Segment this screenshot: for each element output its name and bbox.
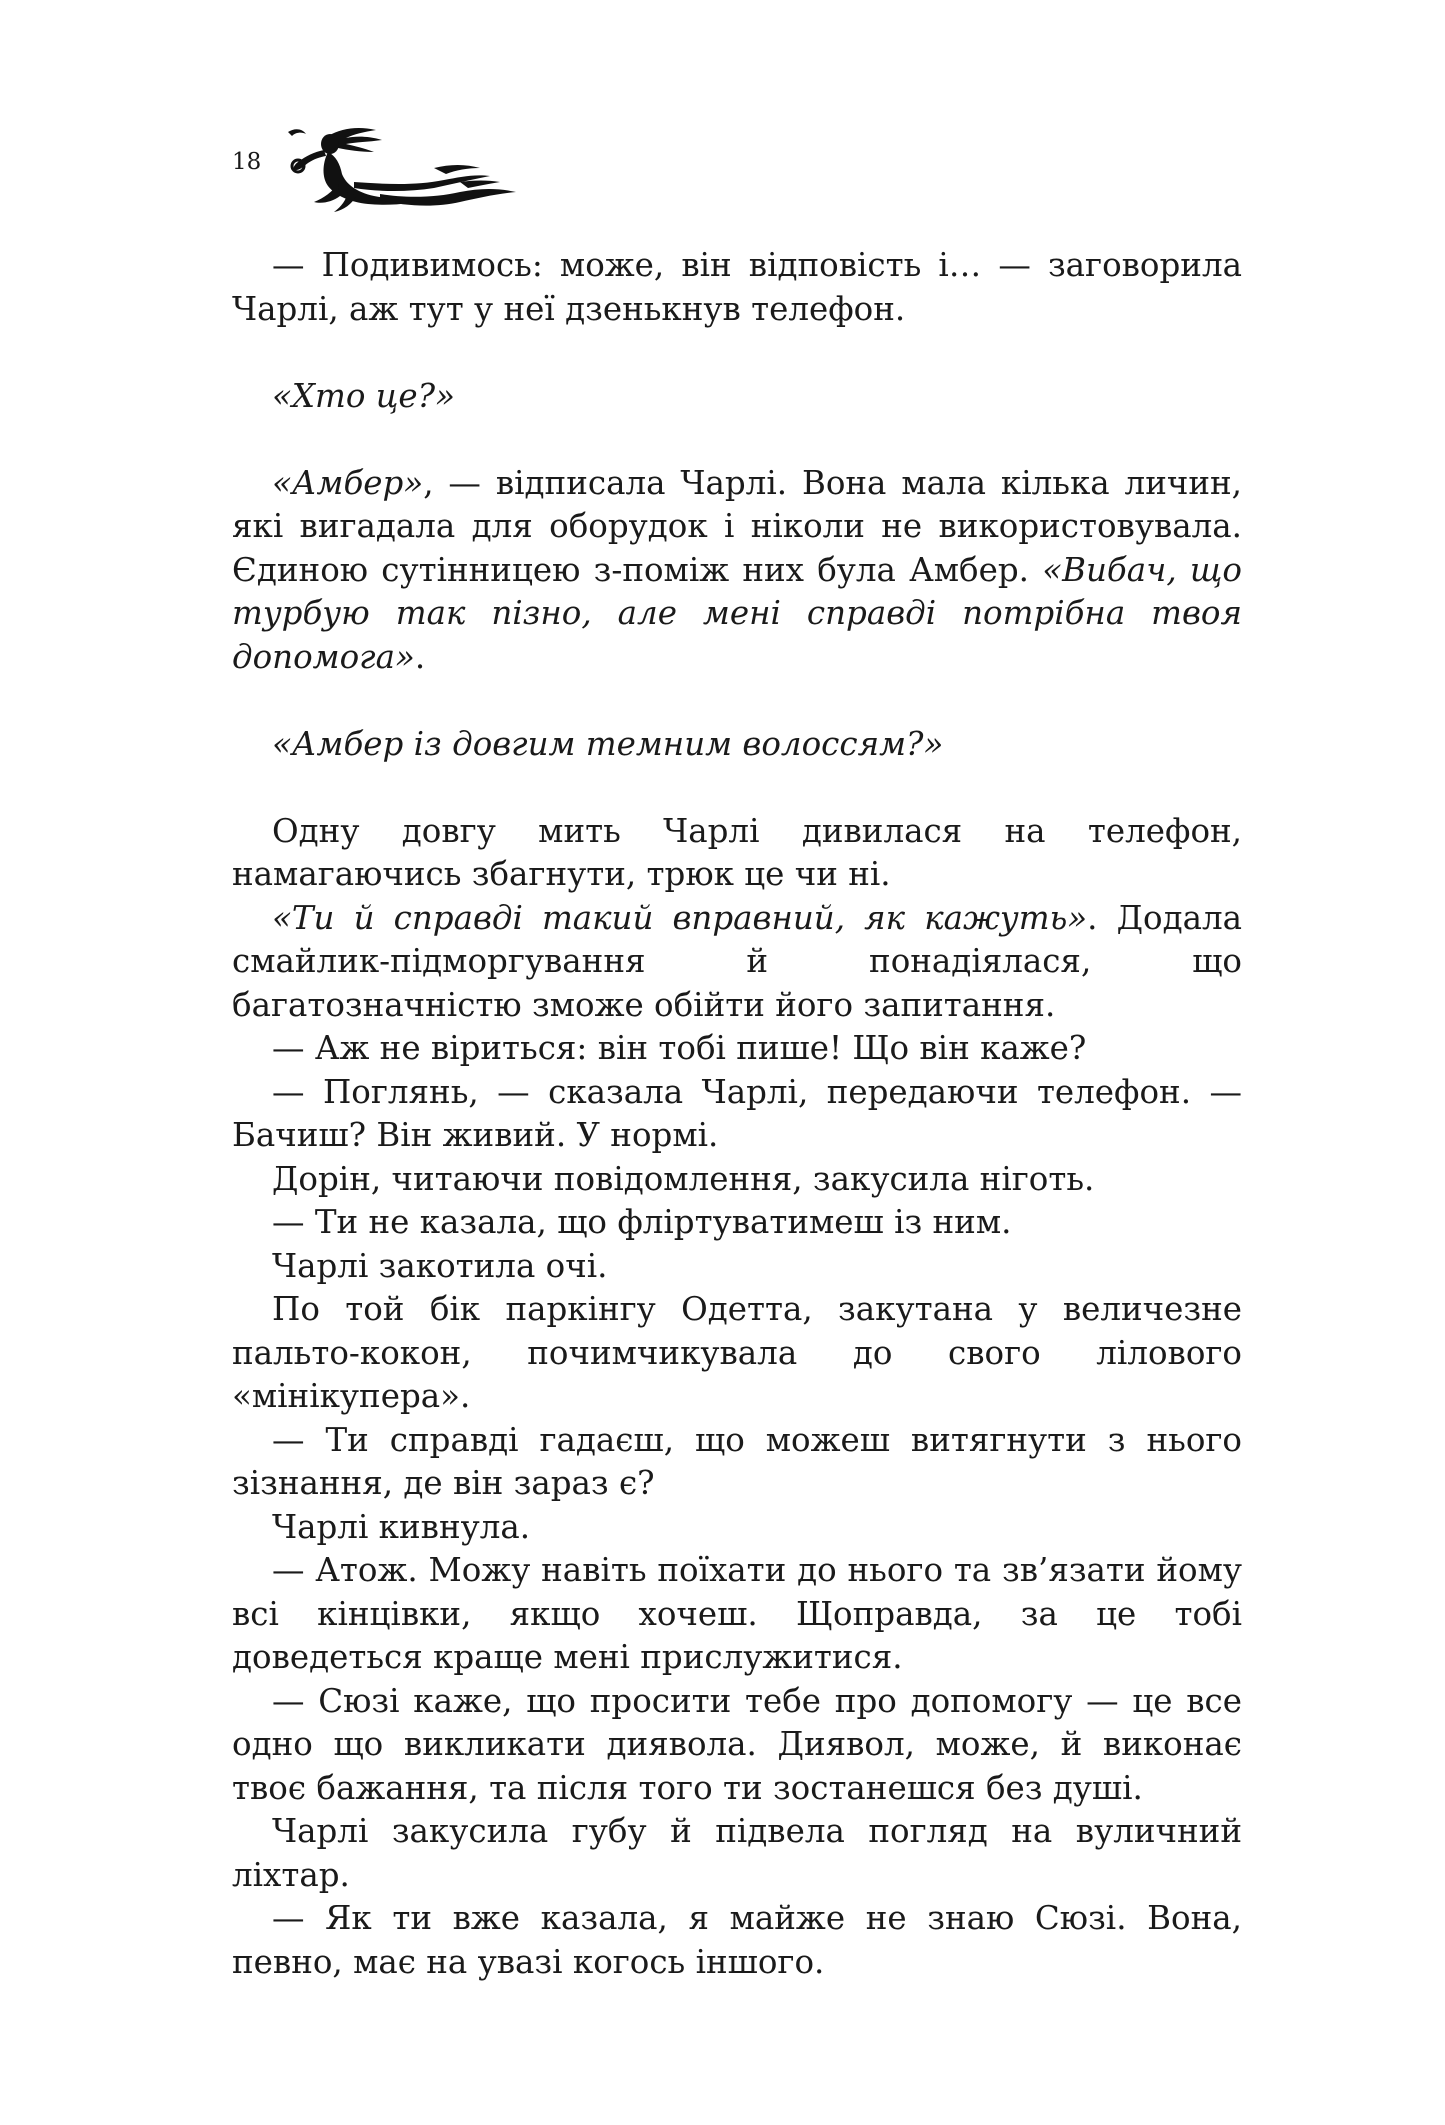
text-segment: — Ти справді гадаєш, що можеш витягнути з нього зізнання, де він зараз є? xyxy=(232,1420,1242,1502)
text-segment: . xyxy=(414,637,426,676)
paragraph xyxy=(232,723,1242,767)
italic-text: «Амбер із довгим темним волоссям?» xyxy=(272,724,944,763)
text-segment: — Аж не віриться: він тобі пише! Що він каже? xyxy=(272,1029,1087,1067)
paragraph xyxy=(232,1897,1242,1984)
paragraph xyxy=(232,1506,1242,1550)
italic-text: «Амбер» xyxy=(272,463,424,502)
text-segment: — Як ти вже казала, я майже не знаю Сюзі. Вона, певно, має на увазі когось іншого. xyxy=(232,1899,1242,1981)
italic-text: «Вибач, що турбую так пізно, але мені справді потрібна твоя допомога» xyxy=(232,550,1243,676)
text-segment: — Сюзі каже, що просити тебе про допомогу — це все одно що викликати диявола. Диявол, може, й виконає твоє бажання, та після того ти зостанешся без душі. xyxy=(232,1681,1242,1807)
running-woman-silhouette-icon xyxy=(284,122,524,214)
paragraph xyxy=(232,375,1242,419)
paragraph xyxy=(232,1027,1242,1071)
text-segment: Чарлі закусила губу й підвела погляд на вуличний ліхтар. xyxy=(232,1812,1242,1894)
paragraph xyxy=(232,1071,1242,1158)
italic-text: «Хто це?» xyxy=(272,376,455,415)
text-segment: — Ти не казала, що фліртуватимеш із ним. xyxy=(272,1203,1012,1241)
paragraph xyxy=(232,1245,1242,1289)
text-segment: По той бік паркінгу Одетта, закутана у величезне пальто-кокон, почимчикувала до свого лілового «мінікупера». xyxy=(232,1290,1242,1415)
paragraph xyxy=(232,1158,1242,1202)
paragraph xyxy=(232,1810,1242,1897)
text-segment: Одну довгу мить Чарлі дивилася на телефон, намагаючись збагнути, трюк це чи ні. xyxy=(232,811,1242,893)
text-segment: , — відписала Чарлі. Вона мала кілька личин, які вигадала для оборудок і ніколи не використовувала. Єдиною сутінницею з-поміж них була Амбер. xyxy=(232,463,1242,589)
paragraph xyxy=(232,1549,1242,1680)
paragraph xyxy=(232,1419,1242,1506)
text-segment: — Подивимось: може, він відповість і… — заговорила Чарлі, аж тут у неї дзенькнув телефон. xyxy=(232,246,1242,328)
body-text xyxy=(232,244,1242,1984)
paragraph xyxy=(232,244,1242,331)
paragraph xyxy=(232,1680,1242,1811)
italic-text: «Ти й справді такий вправний, як кажуть» xyxy=(272,898,1088,937)
text-segment: — Атож. Можу навіть поїхати до нього та зв’язати йому всі кінцівки, якщо хочеш. Щоправда, за це тобі доведеться краще мені прислужитися. xyxy=(232,1551,1242,1676)
page-number: 18 xyxy=(232,149,262,175)
text-segment: Чарлі кивнула. xyxy=(272,1507,531,1546)
text-segment: Чарлі закотила очі. xyxy=(272,1246,608,1285)
text-segment: . Додала смайлик-підморгування й понадіялася, що багатозначністю зможе обійти його запитання. xyxy=(232,898,1243,1024)
text-segment: — Поглянь, — сказала Чарлі, передаючи телефон. — Бачиш? Він живий. У нормі. xyxy=(232,1072,1242,1154)
paragraph xyxy=(232,1201,1242,1245)
text-segment: Дорін, читаючи повідомлення, закусила ніготь. xyxy=(272,1159,1095,1198)
paragraph xyxy=(232,810,1242,897)
paragraph xyxy=(232,462,1242,680)
paragraph xyxy=(232,897,1242,1028)
paragraph xyxy=(232,1288,1242,1419)
